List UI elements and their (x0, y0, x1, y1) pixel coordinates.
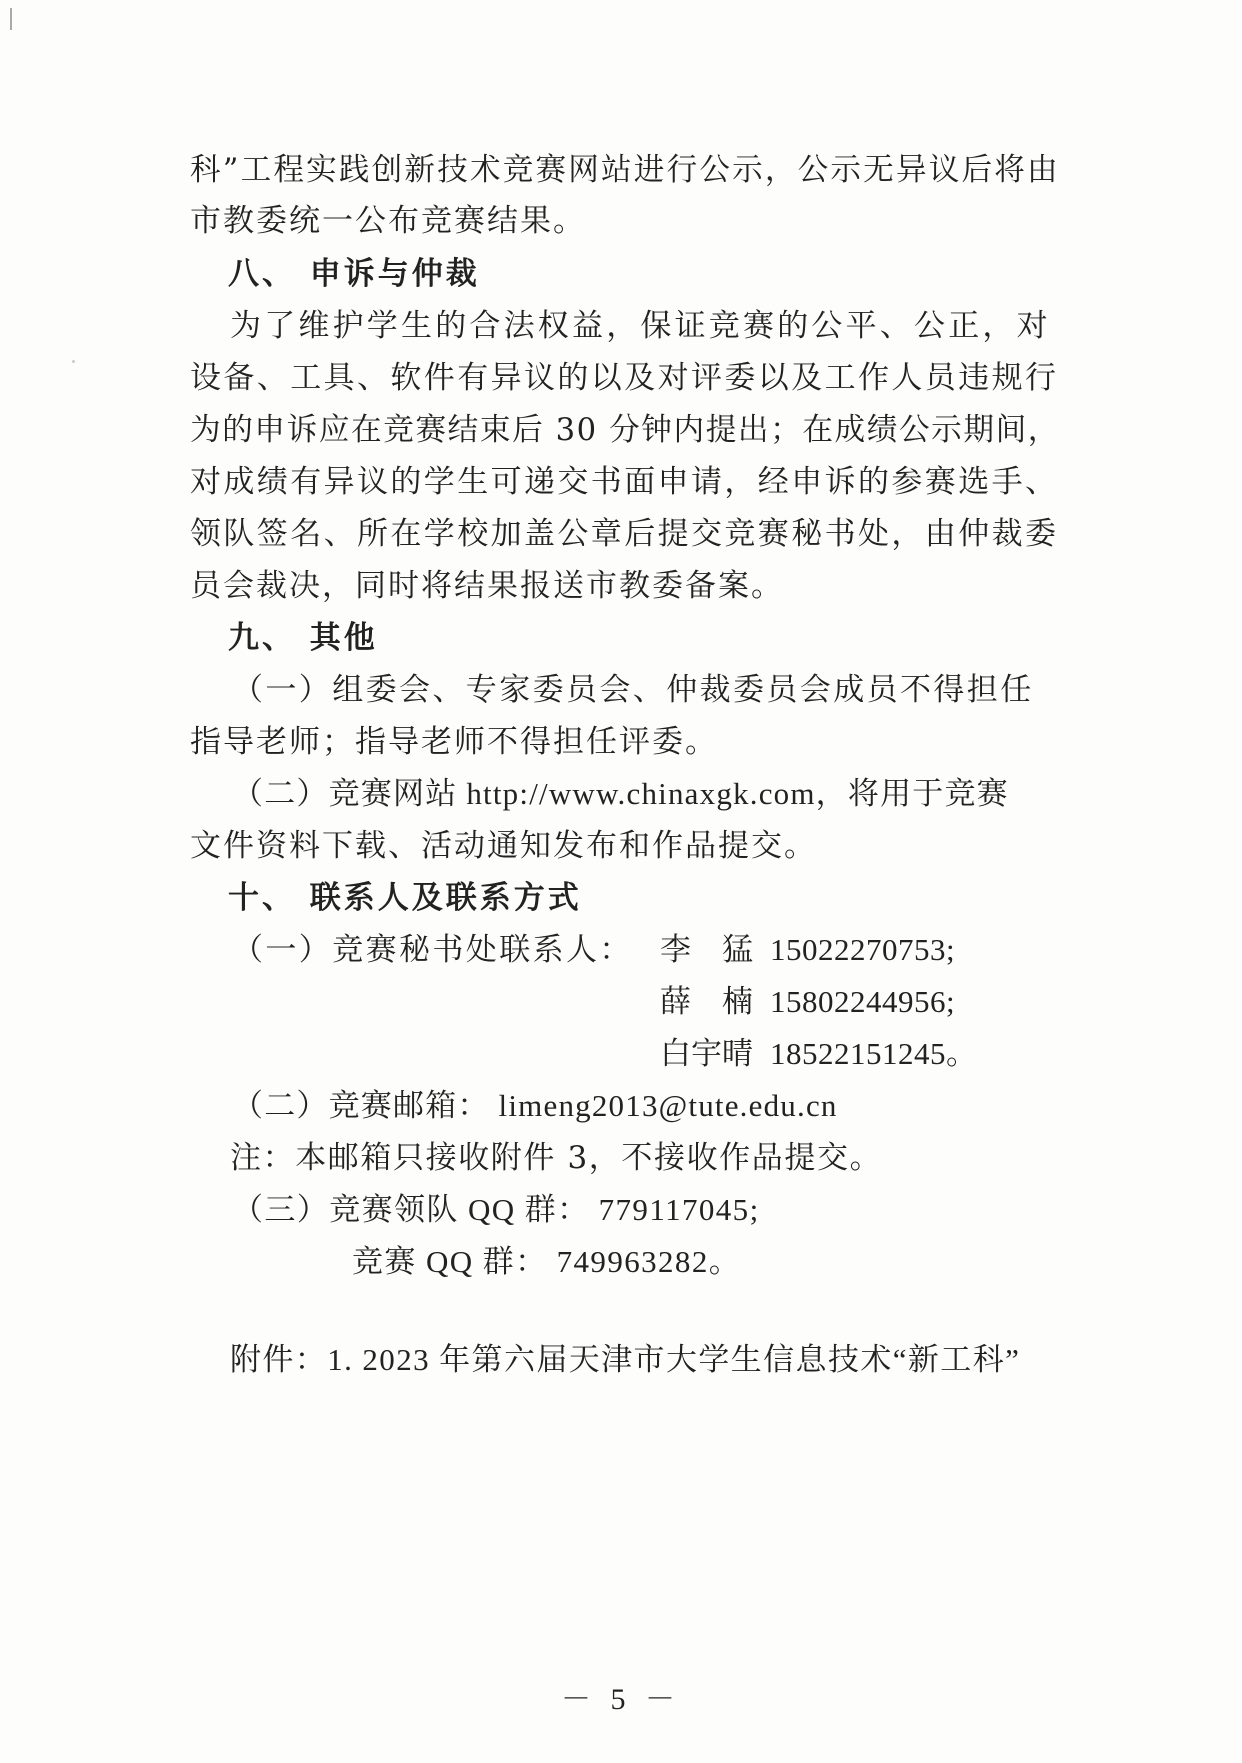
email-line: （二）竞赛邮箱： limeng2013@tute.edu.cn (232, 1088, 838, 1123)
section-8-heading: 八、 申诉与仲裁 (228, 256, 480, 292)
contact-phone-2: 15802244956; (770, 984, 956, 1019)
continuation-line-2: 市教委统一公布竞赛结果。 (190, 203, 586, 239)
section-9-item-2-line-2: 文件资料下载、活动通知发布和作品提交。 (190, 828, 817, 864)
section-9-item-2-line-1: （二）竞赛网站 http://www.chinaxgk.com，将用于竞赛 (232, 776, 1009, 811)
section-8-line-3: 为的申诉应在竞赛结束后 30 分钟内提出；在成绩公示期间， (190, 412, 1060, 448)
email-note: 注：本邮箱只接收附件 3，不接收作品提交。 (230, 1140, 883, 1176)
contact-name-3: 白宇晴 (660, 1036, 753, 1072)
section-9-item-1-line-1: （一）组委会、专家委员会、仲裁委员会成员不得担任 (232, 672, 1034, 708)
contact-phone-1: 15022270753; (770, 932, 956, 967)
scan-dust-dot (72, 360, 75, 363)
section-10-heading: 十、 联系人及联系方式 (228, 880, 582, 916)
section-8-line-4: 对成绩有异议的学生可递交书面申请，经申诉的参赛选手、 (190, 464, 1059, 500)
contact-phone-3: 18522151245。 (770, 1036, 978, 1071)
qq-group: 竞赛 QQ 群： 749963282。 (352, 1244, 742, 1279)
section-9-item-1-line-2: 指导老师；指导老师不得担任评委。 (190, 724, 718, 760)
scan-edge-mark (10, 8, 12, 30)
section-8-line-1: 为了维护学生的合法权益，保证竞赛的公平、公正，对 (230, 308, 1051, 344)
attachment-line: 附件：1. 2023 年第六届天津市大学生信息技术“新工科” (230, 1342, 1021, 1377)
page-number: － 5 － (561, 1683, 681, 1716)
section-8-line-5: 领队签名、所在学校加盖公章后提交竞赛秘书处，由仲裁委 (190, 516, 1059, 552)
qq-leader-group: （三）竞赛领队 QQ 群： 779117045; (232, 1192, 760, 1227)
section-8-line-2: 设备、工具、软件有异议的以及对评委以及工作人员违规行 (190, 360, 1059, 396)
contact-name-1: 李 猛 (660, 932, 753, 968)
contact-name-2: 薛 楠 (660, 984, 753, 1020)
contact-label: （一）竞赛秘书处联系人： (232, 932, 633, 968)
section-8-line-6: 员会裁决，同时将结果报送市教委备案。 (190, 568, 784, 604)
continuation-line-1: 科”工程实践创新技术竞赛网站进行公示，公示无异议后将由 (190, 152, 1060, 188)
section-9-heading: 九、 其他 (228, 620, 378, 656)
